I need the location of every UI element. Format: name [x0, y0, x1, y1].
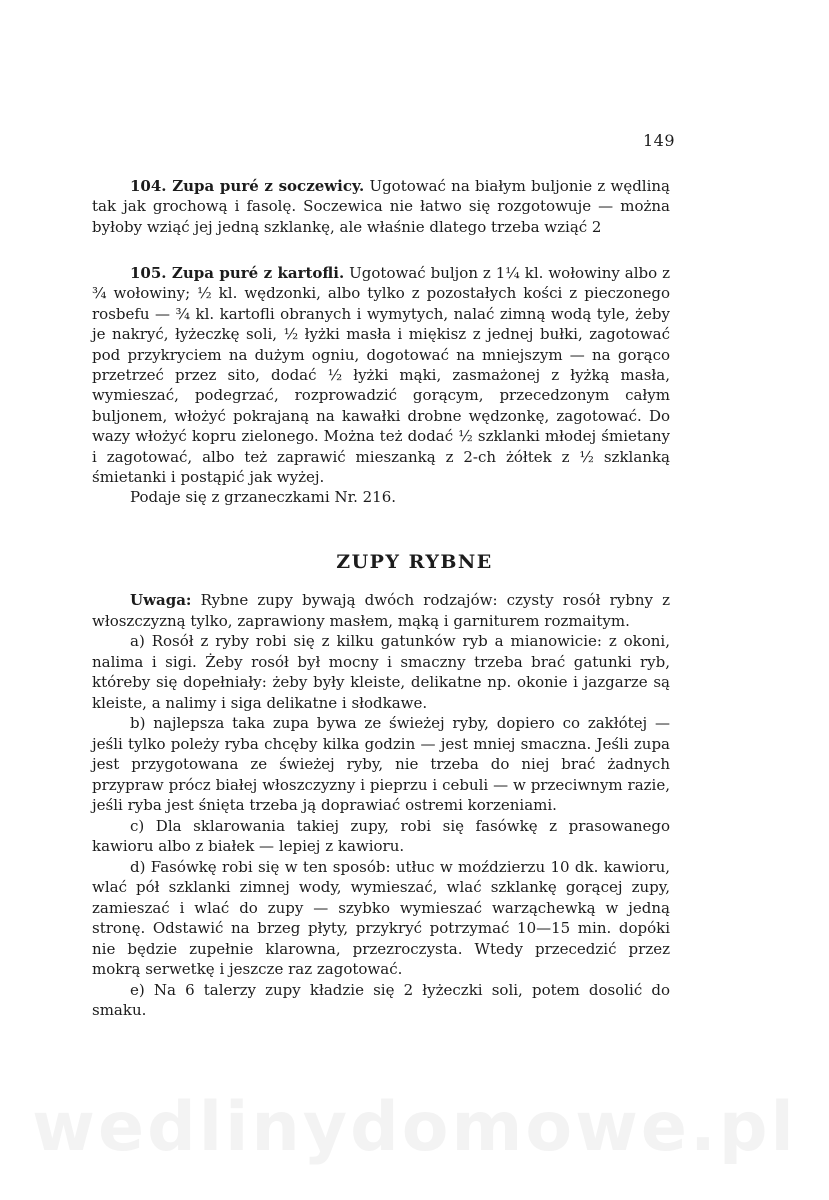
- recipe-105-title: 105. Zupa puré z kartofli.: [130, 264, 345, 282]
- recipe-104-title: 104. Zupa puré z soczewicy.: [130, 177, 365, 195]
- notes-item-c: c) Dla sklarowania takiej zupy, robi się fasówkę z prasowanego kawioru albo z białek — lepiej z kawioru.: [92, 816, 670, 855]
- notes-section: [92, 590, 670, 1021]
- notes-item-b: b) najlepsza taka zupa bywa ze świeżej ryby, dopiero co zakłótej — jeśli tylko poleży ryba chcęby kilka godzin — jest mniej smaczna. Jeśli zupa jest przygotowana ze świeżej ryby, nie trzeba do niej brać żadnych przypraw prócz białej włoszczyzny i pieprzu i cebuli — w przeciwnym razie, jeśli ryba jest śnięta trzeba ją doprawiać ostremi korzeniami.: [92, 714, 670, 814]
- notes-intro: Rybne zupy bywają dwóch rodzajów: czysty rosół rybny z włoszczyzną tylko, zaprawiony masłem, mąką i garniturem rozmaitym.: [92, 591, 670, 630]
- recipe-104-text: Ugotować na białym buljonie z wędliną tak jak grochową i fasolę. Soczewica nie łatwo się rozgotowuje — można byłoby wziąć jej jedną szklankę, ale właśnie dlatego trzeba wziąć 2: [92, 177, 671, 236]
- recipe-104-paragraph: [92, 176, 670, 237]
- section-heading: ZUPY RYBNE: [336, 551, 493, 573]
- recipe-105-text: Ugotować buljon z 1¼ kl. wołowiny albo z ¾ wołowiny; ½ kl. wędzonki, albo tylko z pozostałych kości z pieczonego rosbefu — ¾ kl. kartofli obranych i wymytych, nalać zimną wodą tyle, żeby je nakryć, łyżeczkę soli, ½ łyżki masła i miękisz z jednej bułki, zagotować pod przykryciem na dużym ogniu, dogotować na mniejszym — na gorąco przetrzeć przez sito, dodać ½ łyżki mąki, zasmażonej z łyżką masła, wymieszać, podegrzać, rozprowadzić gorącym, przecedzonym całym buljonem, włożyć pokrajaną na kawałki drobne wędzonkę, zagotować. Do wazy włożyć kopru zielonego. Można też dodać ½ szklanki młodej śmietany i zagotować, albo też zaprawić mieszanką z 2-ch żółtek z ½ szklanką śmietanki i postąpić jak wyżej.: [92, 264, 670, 487]
- page-number: 149: [643, 131, 676, 150]
- watermark: wedlinydomowe.pl: [32, 1088, 797, 1167]
- recipe-105-serving: Podaje się z grzaneczkami Nr. 216.: [130, 488, 397, 507]
- notes-item-a: a) Rosół z ryby robi się z kilku gatunków ryb a mianowicie: z okoni, nalima i sigi. Żeby rosół był mocny i smaczny trzeba brać gatunki ryb, któreby się dopełniały: żeby były kleiste, delikatne np. okonie i jazgarze są kleiste, a nalimy i siga delikatne i słodkawe.: [92, 632, 670, 712]
- notes-item-d: d) Fasówkę robi się w ten sposób: utłuc w moździerzu 10 dk. kawioru, wlać pół szklanki zimnej wody, wymieszać, wlać szklankę gorącej zupy, zamieszać i wlać do zupy — szybko wymieszać warząchewką w jedną stronę. Odstawić na brzeg płyty, przykryć potrzymać 10—15 min. dopóki nie będzie zupełnie klarowna, przezroczysta. Wtedy przecedzić przez mokrą serwetkę i jeszcze raz zagotować.: [92, 857, 670, 978]
- notes-item-e: e) Na 6 talerzy zupy kładzie się 2 łyżeczki soli, potem dosolić do smaku.: [92, 980, 670, 1019]
- recipe-105-paragraph: [92, 263, 670, 487]
- recipe-104: [92, 176, 670, 237]
- recipe-105: [92, 263, 670, 508]
- notes-intro-paragraph: [92, 590, 670, 631]
- notes-label: Uwaga:: [130, 591, 192, 609]
